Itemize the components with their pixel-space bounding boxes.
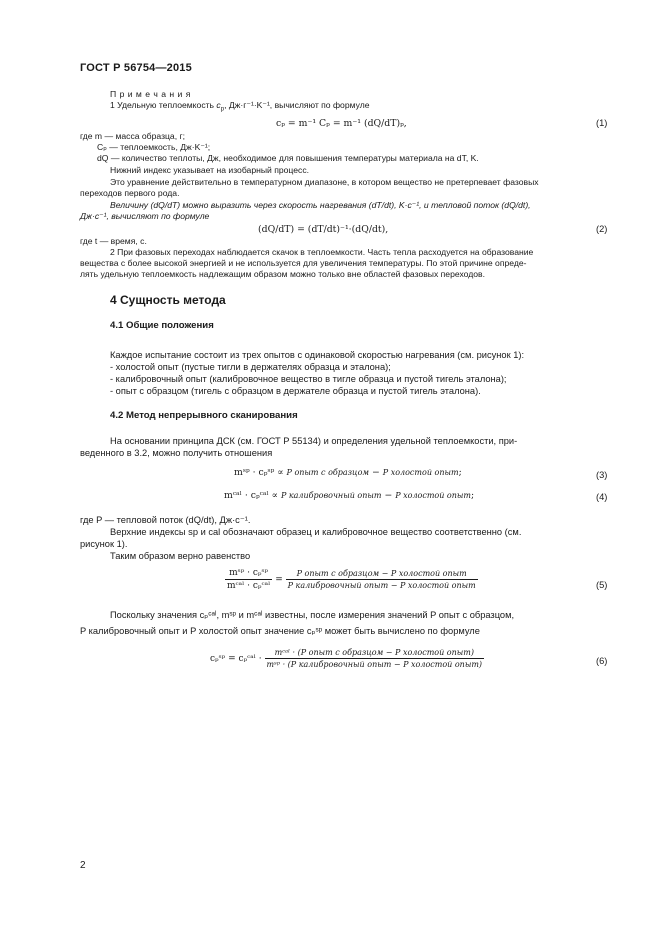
equation-4: mᶜᵃˡ · cₚᶜᵃˡ ∝ P калибровочный опыт − P холостой опыт; <box>224 490 475 501</box>
notes-title: П р и м е ч а н и я <box>110 89 191 99</box>
s41-item-3: - опыт с образцом (тигель с образцом в держателе образца и пустой тигель эталона). <box>110 386 481 396</box>
s41-intro: Каждое испытание состоит из трех опытов с одинаковой скоростью нагревания (см. рисунок 1): <box>110 350 525 360</box>
equation-3-number: (3) <box>596 470 608 480</box>
equation-5-number: (5) <box>596 580 608 590</box>
since-line-1: Поскольку значения cₚᶜᵃˡ, mˢᵖ и mᶜᵃˡ известны, после измерения значений P опыт с образцом, <box>110 610 515 620</box>
equation-1: cₚ = m⁻¹ Cₚ = m⁻¹ (dQ/dT)ₚ, <box>276 118 407 129</box>
standard-code: ГОСТ Р 56754—2015 <box>80 62 192 74</box>
s42-p1-line-1: На основании принципа ДСК (см. ГОСТ Р 55134) и определения удельной теплоемкости, при- <box>110 436 518 446</box>
eq5-lhs-fraction: $\frac{\text{mˢᵖ · cₚˢᵖ}}{\text{mᶜᵃˡ · cₚᶜᵃˡ}}$ <box>227 568 271 591</box>
validity-line-1: Это уравнение действительно в температурном диапазоне, в котором вещество не претерпевает фазовых <box>110 177 539 187</box>
s41-item-1: - холостой опыт (пустые тигли в держателях образца и эталона); <box>110 362 391 372</box>
where-p: где P — тепловой поток (dQ/dt), Дж·c⁻¹. <box>80 515 251 525</box>
magnitude-line-1: Величину (dQ/dT) можно выразить через скорость нагревания (dT/dt), K·c⁻¹, и тепловой поток (dQ/dt), <box>110 200 531 210</box>
note-2-line-1: 2 При фазовых переходах наблюдается скачок в теплоемкости. Часть тепла расходуется на образование <box>110 247 534 257</box>
thus-line: Таким образом верно равенство <box>110 551 251 561</box>
s41-item-2: - калибровочный опыт (калибровочное вещество в тигле образца и пустой тигель эталона); <box>110 374 507 384</box>
subscript-note: Нижний индекс указывает на изобарный процесс. <box>110 165 310 175</box>
cp-definition: Cₚ — теплоемкость, Дж·K⁻¹; <box>97 142 211 152</box>
section-4-title: 4 Сущность метода <box>110 293 226 307</box>
equation-2: (dQ/dT) = (dT/dt)⁻¹·(dQ/dt), <box>258 224 389 235</box>
equation-6: cₚˢᵖ = cₚᶜᵃˡ · $\frac{\text{mᶜᵃˡ · (P опыт с образцом − P холостой опыт)}}{\text{mˢᵖ · (P калибровочный опыт − P холостой опыт)}}$ <box>210 648 483 669</box>
magnitude-line-2: Дж·c⁻¹, вычисляют по формуле <box>80 211 210 221</box>
where-m: где m — масса образца, г; <box>80 131 186 141</box>
page-number: 2 <box>80 860 86 871</box>
since-line-2: P калибровочный опыт и P холостой опыт значение cₚˢᵖ может быть вычислено по формуле <box>80 626 480 636</box>
dq-definition: dQ — количество теплоты, Дж, необходимое для повышения температуры материала на dT, K. <box>97 153 479 163</box>
equation-5: $\frac{\text{mˢᵖ · cₚˢᵖ}}{\text{mᶜᵃˡ · cₚᶜᵃˡ}}$ = $\frac{\text{P опыт с образцом − P холостой опыт}}{\text{P калибровочный опыт − P холостой опыт}}$ <box>227 568 476 591</box>
section-4-1-title: 4.1 Общие положения <box>110 320 214 331</box>
note-1-line: 1 Удельную теплоемкость $c_p$, Дж·г⁻¹·K⁻¹, вычисляют по формуле <box>110 100 370 113</box>
section-4-2-title: 4.2 Метод непрерывного сканирования <box>110 410 298 421</box>
equation-3: mˢᵖ · cₚˢᵖ ∝ P опыт с образцом − P холостой опыт; <box>234 467 462 478</box>
note-2-line-3: лять удельную теплоемкость надлежащим образом можно только вне областей фазовых переходов. <box>80 269 485 279</box>
superscripts-line-1: Верхние индексы sp и cal обозначают образец и калибровочное вещество соответственно (см. <box>110 527 522 537</box>
validity-line-2: переходов первого рода. <box>80 188 180 198</box>
equation-6-number: (6) <box>596 656 608 666</box>
note-2-line-2: вещества с более высокой энергией и не используется для увеличения температуры. По этой причине опреде- <box>80 258 527 268</box>
equation-1-number: (1) <box>596 118 608 128</box>
s42-p1-line-2: веденного в 3.2, можно получить отношения <box>80 448 273 458</box>
equation-2-number: (2) <box>596 224 608 234</box>
eq6-fraction: $\frac{\text{mᶜᵃˡ · (P опыт с образцом − P холостой опыт)}}{\text{mˢᵖ · (P калибровочный опыт − P холостой опыт)}}$ <box>266 648 483 669</box>
eq5-rhs-fraction: $\frac{\text{P опыт с образцом − P холостой опыт}}{\text{P калибровочный опыт − P холостой опыт}}$ <box>287 569 476 590</box>
superscripts-line-2: рисунок 1). <box>80 539 128 549</box>
where-t: где t — время, с. <box>80 236 147 246</box>
equation-4-number: (4) <box>596 492 608 502</box>
